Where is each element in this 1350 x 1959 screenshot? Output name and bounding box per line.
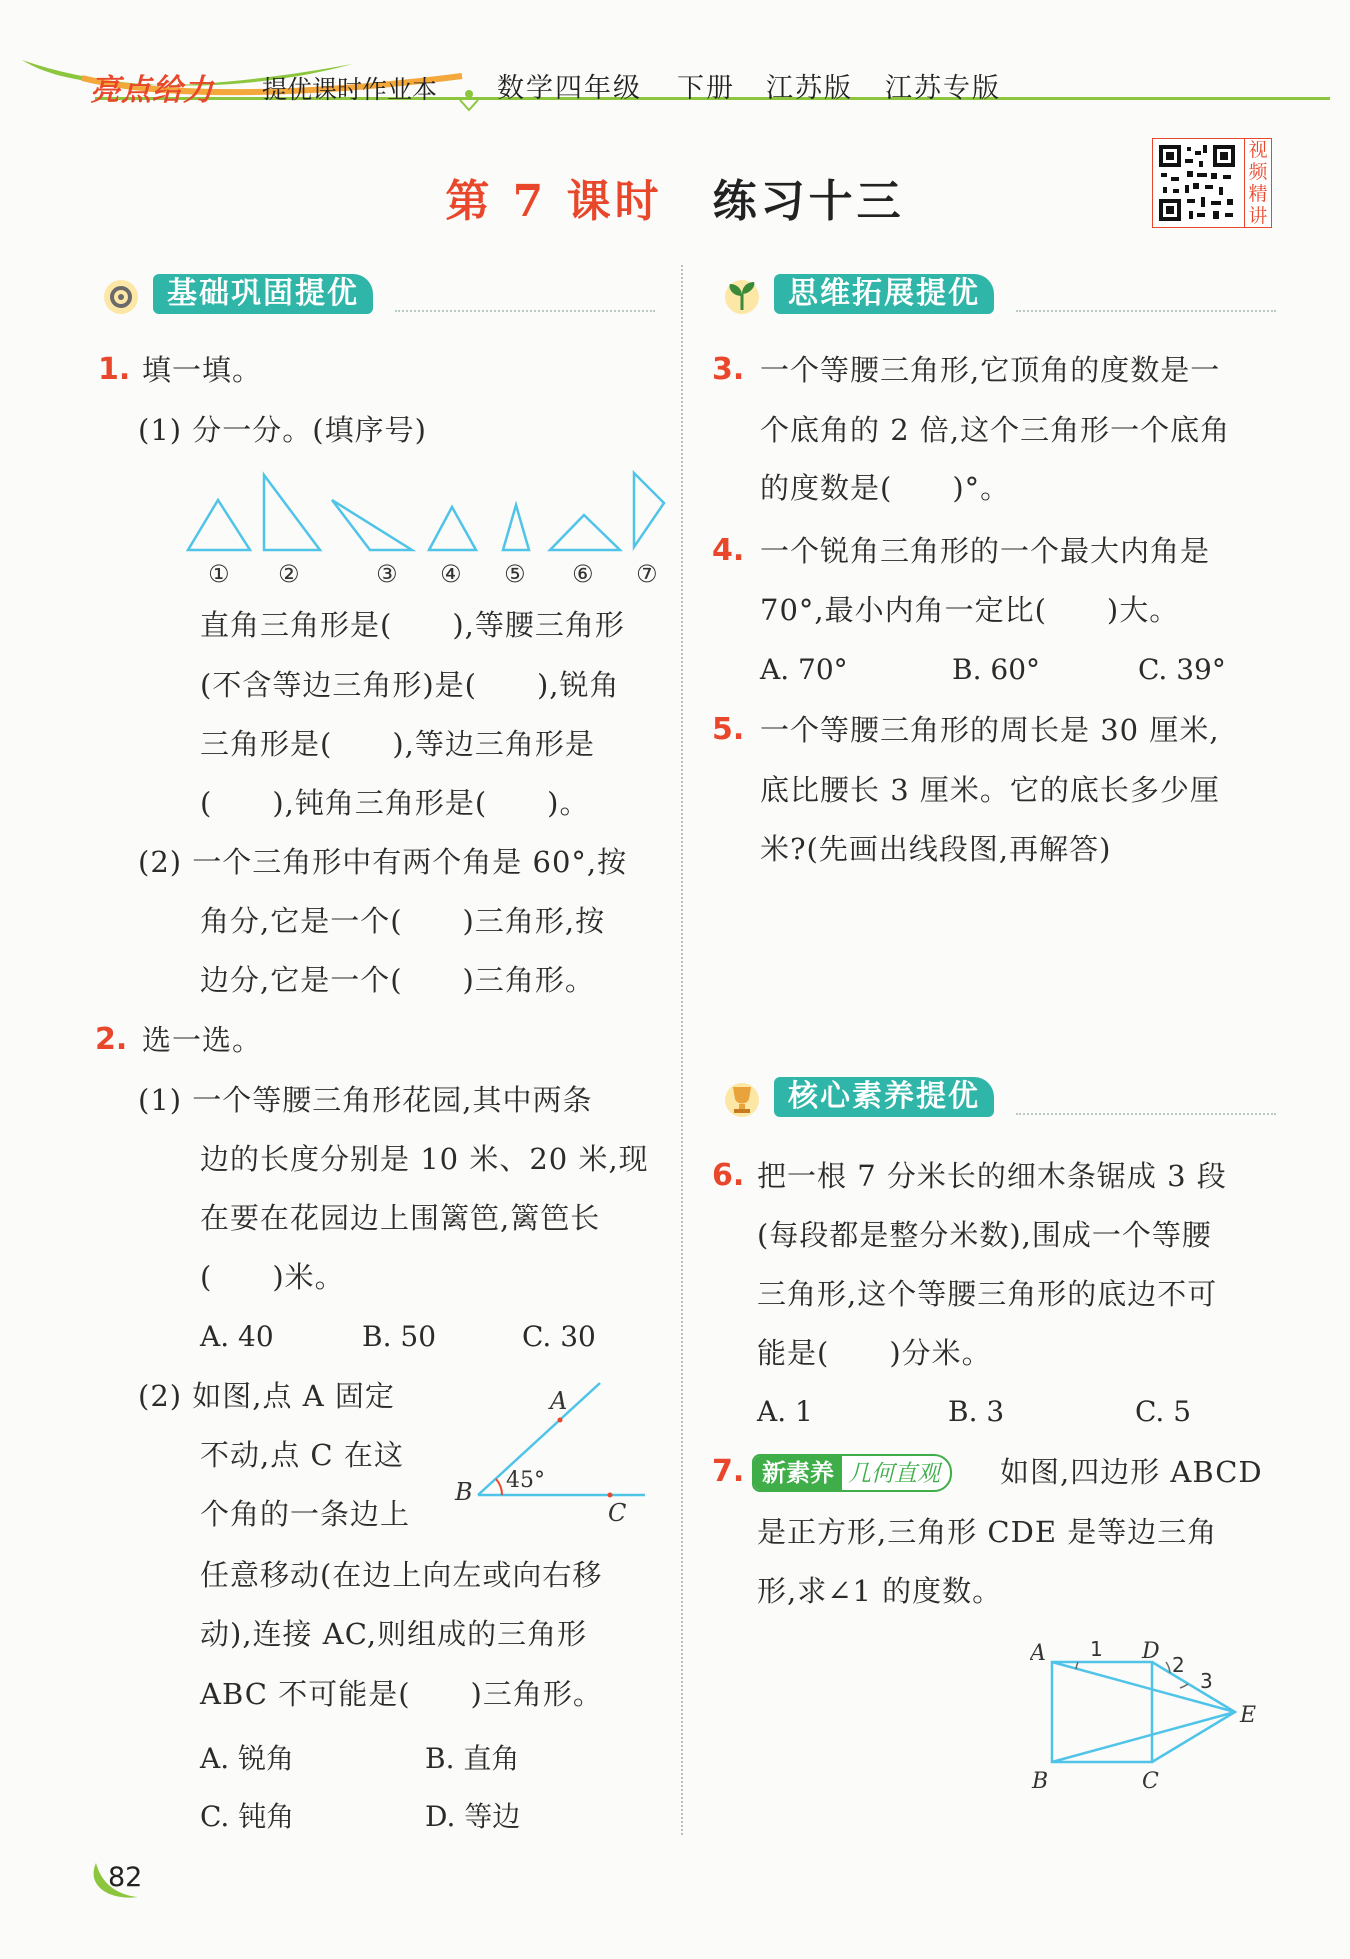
q2-sub1-line: ( )米。 (200, 1260, 345, 1294)
brand-subtitle: 提优课时作业本 (262, 75, 438, 104)
angle-1-label: 1 (1090, 1637, 1103, 1661)
q2-sub2-line: 任意移动(在边上向左或向右移 (200, 1558, 603, 1592)
angle-45-label: 45° (506, 1468, 545, 1493)
q1-sub1-line: (不含等边三角形)是( ),锐角 (200, 668, 620, 702)
triangle-4 (429, 507, 476, 550)
question-number: 7. (712, 1454, 745, 1489)
triangle-label-3: ③ (376, 560, 398, 588)
section-basic-title: 基础巩固提优 (153, 274, 373, 314)
triangle-label-4: ④ (440, 560, 462, 588)
q1-sub1-line: 三角形是( ),等边三角形是 (200, 727, 595, 761)
q2-title: 选一选。 (142, 1023, 263, 1057)
q6-option-b[interactable]: B. 3 (948, 1395, 1005, 1428)
q2-sub2-option-b[interactable]: B. 直角 (425, 1742, 520, 1775)
q4-option-c[interactable]: C. 39° (1138, 653, 1226, 686)
q5-line: 底比腰长 3 厘米。它的底长多少厘 (760, 773, 1220, 807)
vertex-a-label: A (1030, 1641, 1046, 1666)
triangle-7 (634, 473, 664, 547)
lesson-name: 练习十三 (712, 176, 905, 227)
q4-line: 一个锐角三角形的一个最大内角是 (760, 534, 1211, 568)
angle-3-label: 3 (1200, 1669, 1213, 1693)
header-marker-icon (458, 88, 480, 112)
angle-figure (450, 1375, 650, 1525)
q6-line: 把一根 7 分米长的细木条锯成 3 段 (757, 1159, 1227, 1193)
triangle-2 (264, 475, 320, 550)
triangles-figure (180, 465, 670, 595)
vertex-b-label: B (1032, 1769, 1049, 1790)
section-rule (1016, 310, 1276, 312)
literacy-tag-label: 新素养 (754, 1456, 842, 1490)
section-thinking (716, 272, 1276, 318)
point-c-label: C (608, 1499, 627, 1525)
q6-option-a[interactable]: A. 1 (757, 1395, 813, 1428)
q4-line: 70°,最小内角一定比( )大。 (760, 593, 1180, 627)
q1-sub2-line: 角分,它是一个( )三角形,按 (200, 904, 606, 938)
section-rule (1016, 1113, 1276, 1115)
triangle-3 (332, 500, 412, 550)
q6-line: 能是( )分米。 (757, 1336, 992, 1370)
gear-icon (95, 272, 147, 318)
triangle-label-2: ② (278, 560, 300, 588)
angle-2-label: 2 (1172, 1653, 1185, 1677)
qr-code-icon (1157, 143, 1237, 223)
q7-line: 如图,四边形 ABCD (1000, 1455, 1263, 1489)
section-core-title: 核心素养提优 (774, 1077, 994, 1117)
lesson-number: 第 7 课时 (445, 176, 663, 227)
header-subject: 数学四年级 (497, 73, 642, 104)
qr-label: 视频精讲 (1244, 139, 1271, 227)
triangle-5 (503, 505, 529, 550)
question-number: 6. (712, 1158, 745, 1193)
sprout-icon (716, 272, 768, 318)
point-a-label: A (550, 1387, 568, 1415)
q1-sub1-intro: (1) 分一分。(填序号) (138, 413, 427, 447)
q1-sub2-line: 边分,它是一个( )三角形。 (200, 963, 595, 997)
q5-line: 米?(先画出线段图,再解答) (760, 832, 1112, 866)
vertex-e-label: E (1240, 1703, 1257, 1728)
q6-line: (每段都是整分米数),围成一个等腰 (757, 1218, 1212, 1252)
page-title (0, 165, 1350, 229)
question-number: 1. (98, 352, 131, 387)
question-number: 4. (712, 533, 745, 568)
q2-sub1-line: (1) 一个等腰三角形花园,其中两条 (138, 1083, 593, 1117)
q7-line: 形,求∠1 的度数。 (757, 1574, 1003, 1608)
q2-sub1-option-c[interactable]: C. 30 (522, 1320, 596, 1353)
question-number: 3. (712, 352, 745, 387)
q2-sub2-option-c[interactable]: C. 钝角 (200, 1800, 295, 1833)
q3-line: 个底角的 2 倍,这个三角形一个底角 (760, 413, 1231, 447)
q2-sub2-line: 动),连接 AC,则组成的三角形 (200, 1617, 588, 1651)
q2-sub2-option-a[interactable]: A. 锐角 (200, 1742, 295, 1775)
vertex-d-label: D (1142, 1639, 1160, 1664)
triangle-label-7: ⑦ (636, 560, 658, 588)
vertex-c-label: C (1142, 1769, 1159, 1790)
q2-sub2-line: ABC 不可能是( )三角形。 (200, 1677, 603, 1711)
point-b-label: B (455, 1478, 473, 1506)
q2-sub2-option-d[interactable]: D. 等边 (425, 1800, 521, 1833)
q2-sub2-line: 个角的一条边上 (200, 1497, 411, 1531)
q1-title: 填一填。 (142, 353, 263, 387)
column-divider (681, 265, 683, 1835)
section-thinking-title: 思维拓展提优 (774, 274, 994, 314)
q5-line: 一个等腰三角形的周长是 30 厘米, (760, 713, 1220, 747)
q6-line: 三角形,这个等腰三角形的底边不可 (757, 1277, 1218, 1311)
question-number: 5. (712, 712, 745, 747)
q2-sub1-option-a[interactable]: A. 40 (200, 1320, 274, 1353)
header-volume: 下册 (677, 73, 735, 104)
page-number: 82 (108, 1862, 143, 1893)
q2-sub2-line: 不动,点 C 在这 (200, 1438, 404, 1472)
q4-option-b[interactable]: B. 60° (952, 653, 1041, 686)
triangle-1 (188, 500, 250, 550)
trophy-icon (716, 1075, 768, 1121)
q1-sub1-line: 直角三角形是( ),等腰三角形 (200, 608, 625, 642)
header-edition: 江苏版 (766, 73, 853, 104)
header-special: 江苏专版 (885, 73, 1001, 104)
triangle-label-5: ⑤ (504, 560, 526, 588)
section-core (716, 1075, 1276, 1121)
q2-sub1-line: 在要在花园边上围篱笆,篱笆长 (200, 1201, 601, 1235)
q2-sub1-line: 边的长度分别是 10 米、20 米,现 (200, 1142, 649, 1176)
literacy-tag (752, 1454, 952, 1492)
q3-line: 一个等腰三角形,它顶角的度数是一 (760, 353, 1221, 387)
qr-code-block[interactable] (1152, 138, 1272, 228)
q7-line: 是正方形,三角形 CDE 是等边三角 (757, 1515, 1218, 1549)
triangle-6 (550, 515, 620, 550)
question-number: 2. (95, 1022, 128, 1057)
q1-sub1-line: ( ),钝角三角形是( )。 (200, 786, 590, 820)
q2-sub1-option-b[interactable]: B. 50 (362, 1320, 437, 1353)
q1-sub2-line: (2) 一个三角形中有两个角是 60°,按 (138, 845, 628, 879)
triangle-label-6: ⑥ (572, 560, 594, 588)
section-rule (395, 310, 655, 312)
triangle-label-1: ① (208, 560, 230, 588)
q2-sub2-line: (2) 如图,点 A 固定 (138, 1379, 395, 1413)
q3-line: 的度数是( )°。 (760, 471, 1011, 505)
literacy-tag-topic: 几何直观 (848, 1461, 940, 1487)
brand-logo: 亮点给力 (90, 73, 214, 108)
q4-option-a[interactable]: A. 70° (760, 653, 848, 686)
square-triangle-figure (1030, 1630, 1270, 1790)
q6-option-c[interactable]: C. 5 (1135, 1395, 1192, 1428)
section-basic (95, 272, 655, 318)
